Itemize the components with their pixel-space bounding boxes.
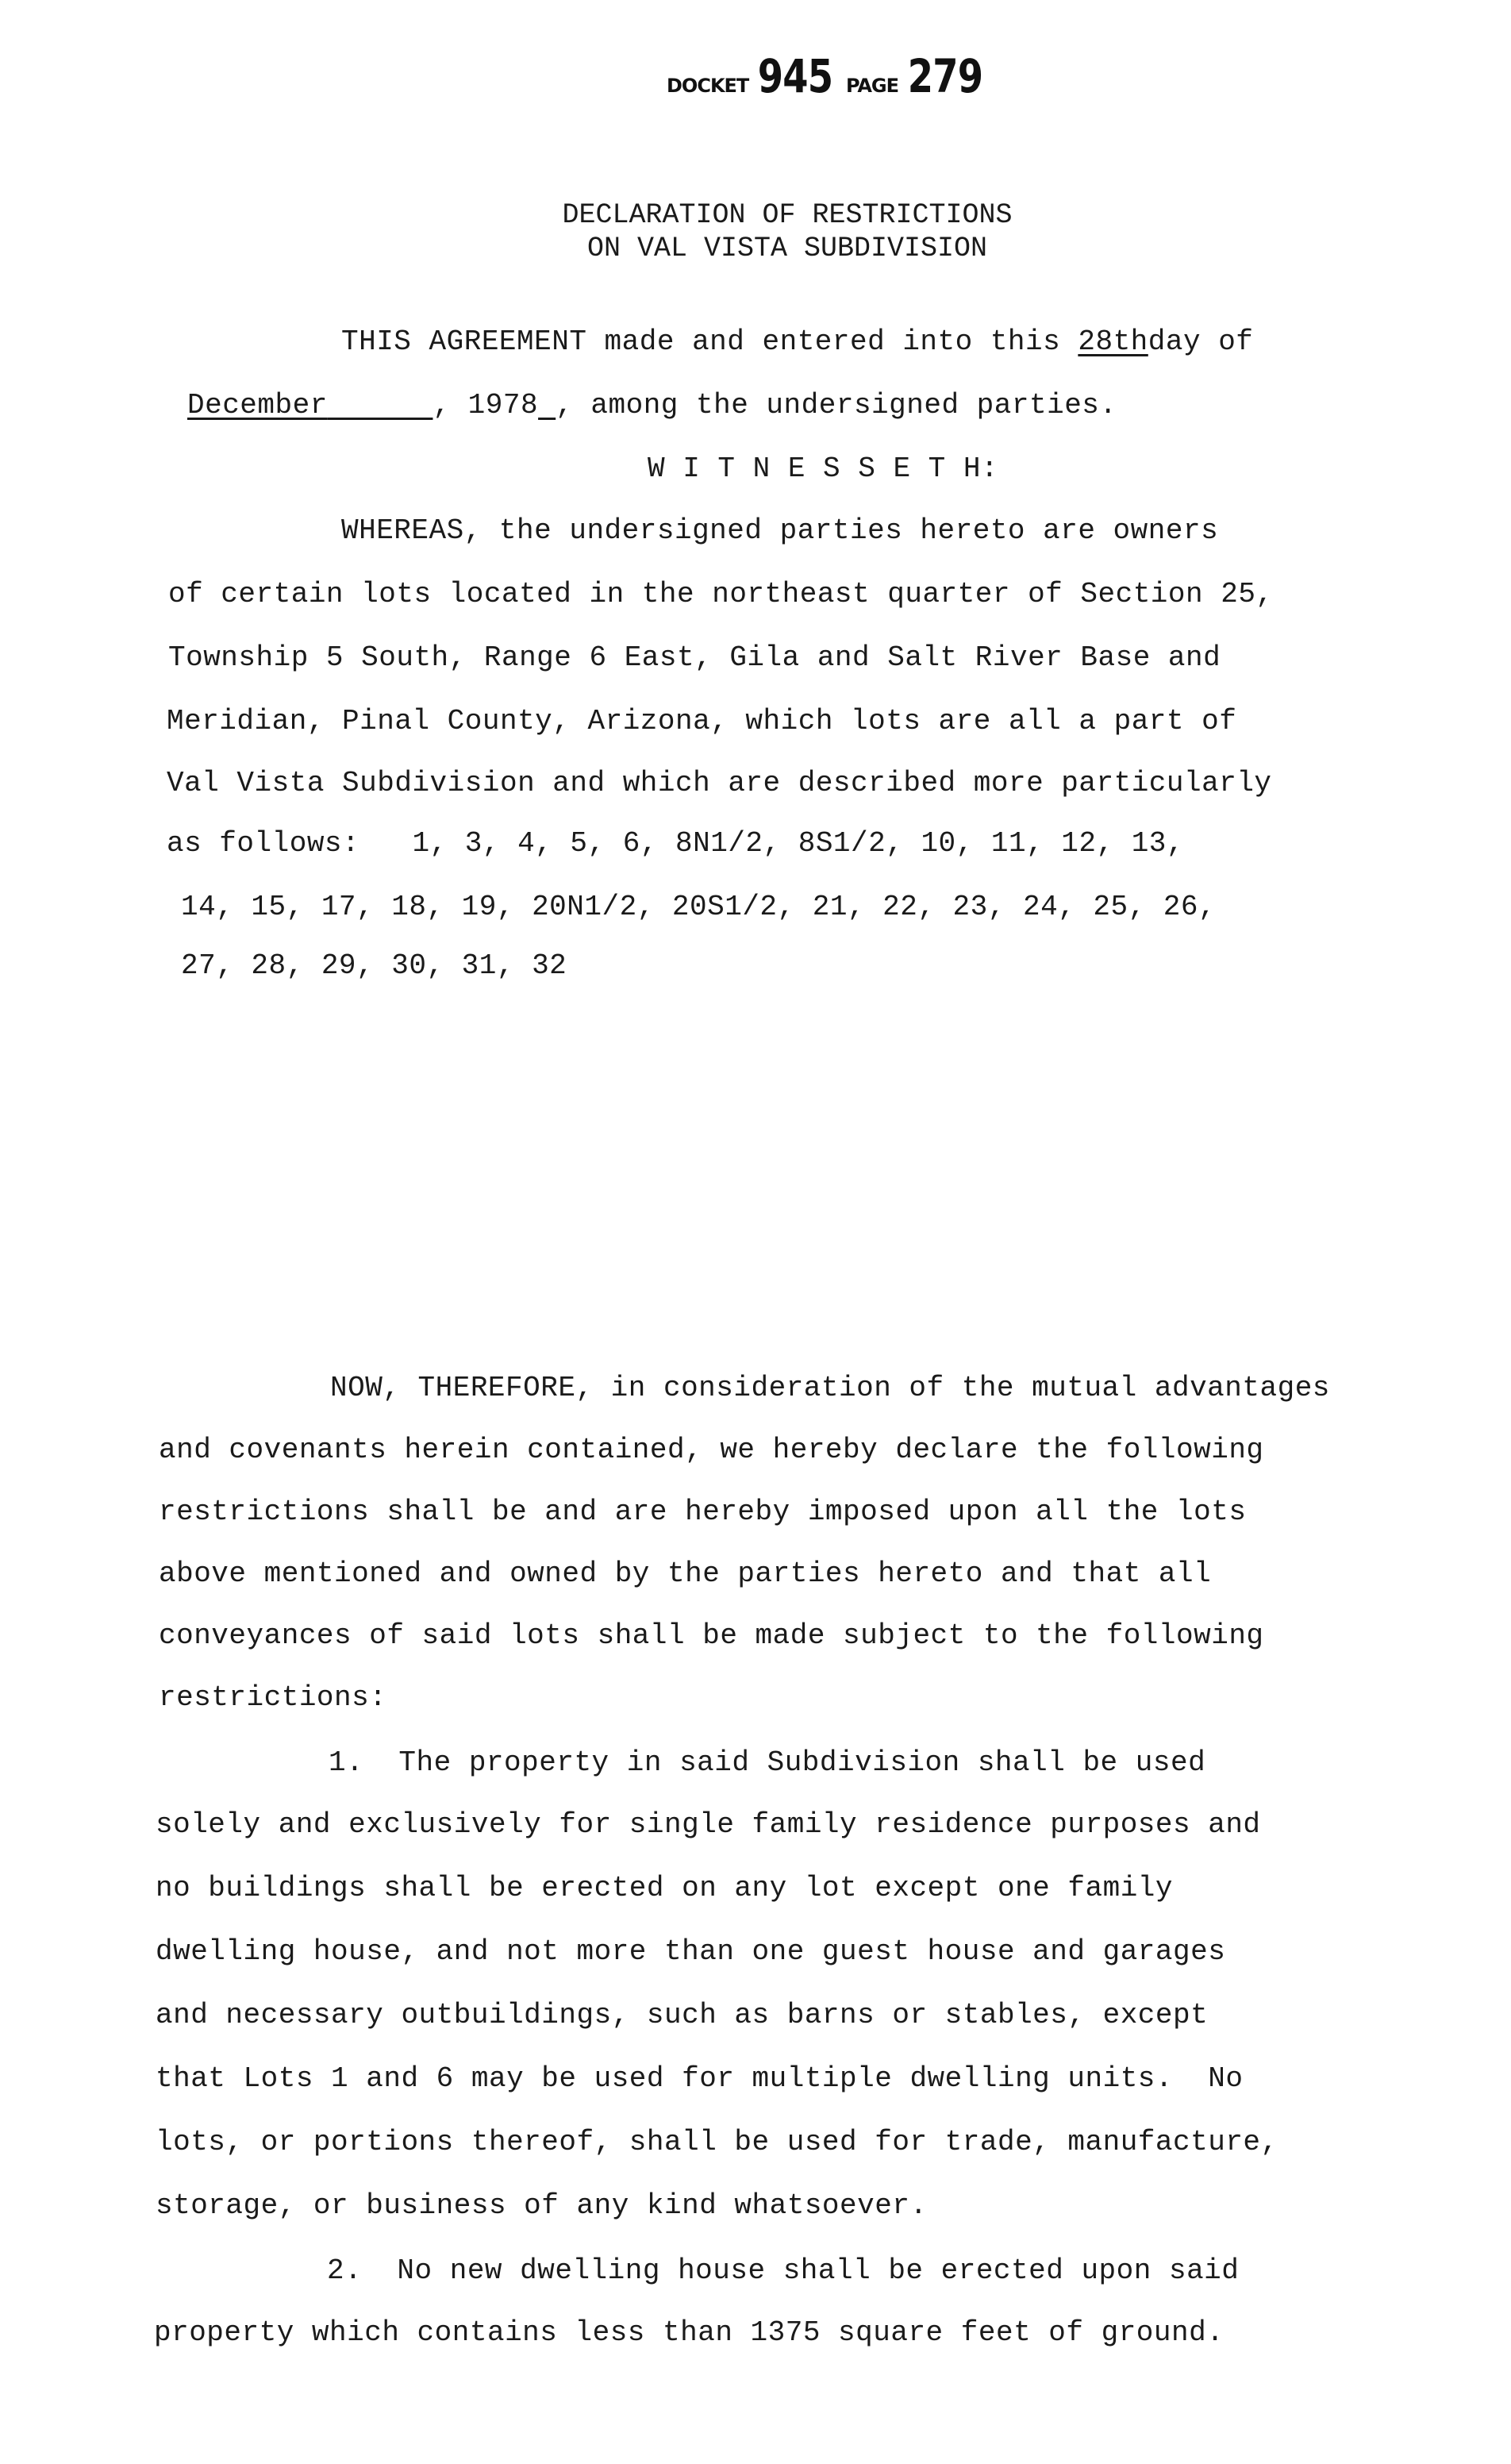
- now-therefore-line: restrictions:: [159, 1681, 387, 1714]
- whereas-line: WHEREAS, the undersigned parties hereto are owners: [341, 514, 1219, 547]
- restriction-1-line: 1. The property in said Subdivision shall be used: [329, 1746, 1206, 1779]
- witnesseth-heading: W I T N E S S E T H:: [648, 452, 999, 485]
- document-title: [32, 198, 1511, 265]
- now-therefore-line: above mentioned and owned by the parties hereto and that all: [159, 1557, 1212, 1590]
- title-line-2: ON VAL VISTA SUBDIVISION: [586, 233, 988, 264]
- restriction-1-line: and necessary outbuildings, such as barns or stables, except: [156, 1999, 1209, 2031]
- restriction-2-line: 2. No new dwelling house shall be erected upon said: [327, 2254, 1240, 2287]
- whereas-line: as follows: 1, 3, 4, 5, 6, 8N1/2, 8S1/2, 10, 11, 12, 13,: [167, 827, 1185, 860]
- opening-text-2: day of: [1148, 325, 1254, 358]
- lot-list-line: 14, 15, 17, 18, 19, 20N1/2, 20S1/2, 21, 22, 23, 24, 25, 26,: [181, 891, 1217, 923]
- restriction-1-line: no buildings shall be erected on any lot except one family: [156, 1872, 1174, 1904]
- restriction-1-line: lots, or portions thereof, shall be used for trade, manufacture,: [156, 2126, 1278, 2158]
- restriction-2-line: property which contains less than 1375 square feet of ground.: [154, 2316, 1225, 2349]
- whereas-line: Meridian, Pinal County, Arizona, which lots are all a part of: [167, 705, 1237, 737]
- whereas-line: Township 5 South, Range 6 East, Gila and Salt River Base and: [168, 641, 1221, 674]
- lot-list-line: 27, 28, 29, 30, 31, 32: [181, 949, 567, 982]
- restriction-1-line: solely and exclusively for single family residence purposes and: [156, 1808, 1261, 1841]
- title-line-1: DECLARATION OF RESTRICTIONS: [562, 199, 1013, 231]
- opening-text-3: , among the undersigned parties.: [556, 389, 1117, 422]
- restriction-1-line: dwelling house, and not more than one guest house and garages: [156, 1935, 1226, 1968]
- agreement-year: , 1978: [433, 389, 539, 422]
- opening-line-2: [187, 389, 1117, 422]
- opening-text-1: THIS AGREEMENT made and entered into this: [341, 325, 1078, 358]
- now-therefore-line: restrictions shall be and are hereby imposed upon all the lots: [159, 1496, 1247, 1528]
- restriction-1-line: storage, or business of any kind whatsoever.: [156, 2189, 928, 2222]
- now-therefore-line: conveyances of said lots shall be made subject to the following: [159, 1619, 1264, 1652]
- agreement-day: 28th: [1078, 325, 1148, 358]
- docket-label: DOCKET: [667, 75, 749, 97]
- whereas-line: Val Vista Subdivision and which are described more particularly: [167, 767, 1272, 799]
- page-number: 279: [907, 49, 983, 103]
- docket-number: 945: [758, 49, 833, 103]
- docket-stamp: [667, 49, 992, 103]
- now-therefore-line: NOW, THEREFORE, in consideration of the mutual advantages: [330, 1372, 1330, 1404]
- whereas-line: of certain lots located in the northeast quarter of Section 25,: [168, 578, 1274, 610]
- restriction-1-line: that Lots 1 and 6 may be used for multiple dwelling units. No: [156, 2062, 1244, 2095]
- page-label: PAGE: [845, 75, 899, 97]
- agreement-month: December: [187, 389, 328, 422]
- now-therefore-line: and covenants herein contained, we hereby declare the following: [159, 1434, 1264, 1466]
- opening-line-1: [341, 325, 1253, 358]
